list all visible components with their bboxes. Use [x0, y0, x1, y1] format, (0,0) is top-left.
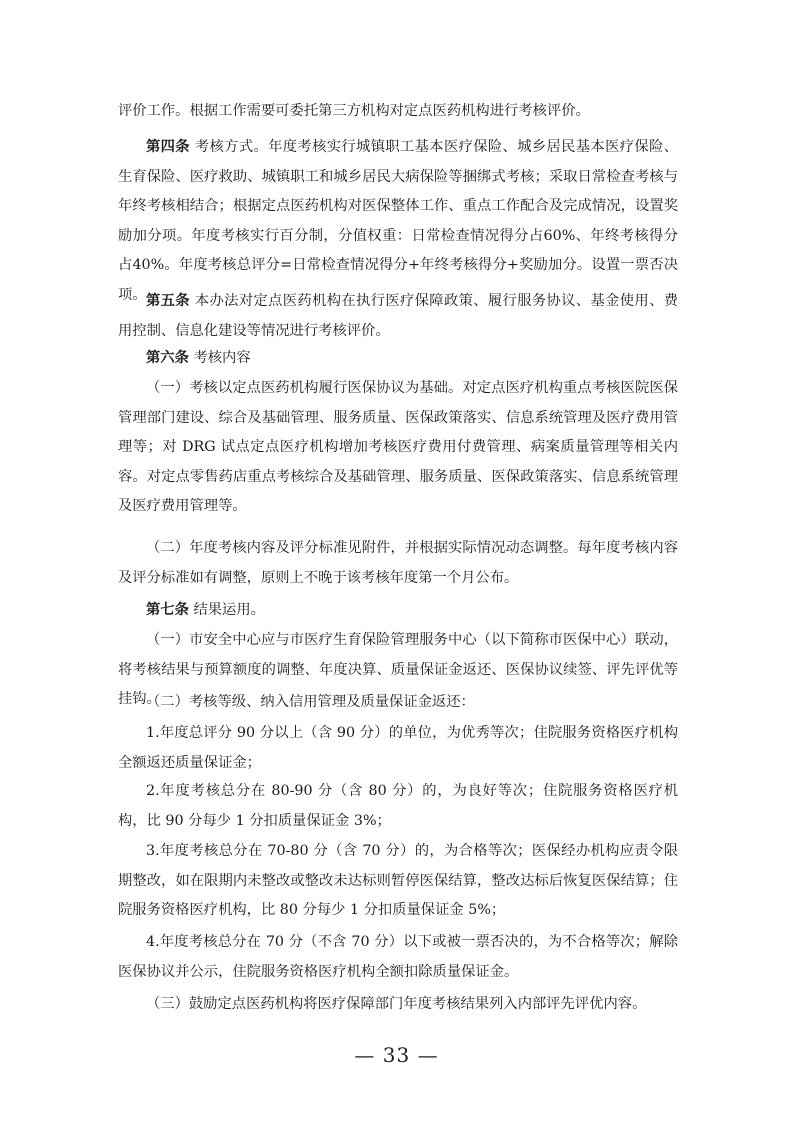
- grade-item-3: 3.年度考核总分在 70-80 分（含 70 分）的，为合格等次；医保经办机构应责令限期整改，如在限期内未整改或整改未达标则暂停医保结算，整改达标后恢复医保结算；住院服务资格医疗机构，比 80 分每少 1 分扣质量保证金 5%；: [118, 843, 678, 918]
- article-heading: 第六条: [146, 350, 189, 366]
- article-4: 第四条 考核方式。年度考核实行城镇职工基本医疗保险、城乡居民基本医疗保险、生育保险、医疗救助、城镇职工和城乡居民大病保险等捆绑式考核；采取日常检查考核与年终考核相结合；根据定点医药机构对医保整体工作、重点工作配合及完成情况，设置奖励加分项。年度考核实行百分制，分值权重：日常检查情况得分占60%、年终考核得分占40%。年度考核总评分=日常检查情况得分+年终考核得分+奖励加分。设置一票否决项。: [118, 139, 679, 303]
- paragraph-continuation: 评价工作。根据工作需要可委托第三方机构对定点医药机构进行考核评价。: [118, 103, 590, 119]
- article-heading: 第五条: [146, 293, 190, 309]
- article-heading: 第四条: [146, 139, 190, 155]
- paragraph-7-1: （一）市安全中心应与市医疗生育保险管理服务中心（以下简称市医保中心）联动，将考核结果与预算额度的调整、年度决算、质量保证金返还、医保协议续签、评先评优等挂钩。: [118, 632, 678, 707]
- grade-item-2: 2.年度考核总分在 80-90 分（含 80 分）的，为良好等次；住院服务资格医疗机构，比 90 分每少 1 分扣质量保证金 3%；: [118, 783, 678, 829]
- page-number: — 33 —: [354, 1043, 439, 1067]
- article-6: 第六条 考核内容: [146, 350, 251, 366]
- paragraph-6-1: （一）考核以定点医药机构履行医保协议为基础。对定点医疗机构重点考核医院医保管理部门建设、综合及基础管理、服务质量、医保政策落实、信息系统管理及医疗费用管理等；对 DRG 试点定点医疗机构增加考核医疗费用付费管理、病案质量管理等相关内容。对定点零售药店重点考核综合及基础管理、服务质量、医保政策落实、信息系统管理及医疗费用管理等。: [118, 380, 678, 514]
- paragraph-7-3: （三）鼓励定点医药机构将医疗保障部门年度考核结果列入内部评先评优内容。: [146, 996, 647, 1012]
- paragraph-7-2: （二）考核等级、纳入信用管理及质量保证金返还：: [146, 694, 475, 710]
- paragraph-6-2: （二）年度考核内容及评分标准见附件，并根据实际情况动态调整。每年度考核内容及评分标准如有调整，原则上不晚于该考核年度第一个月公布。: [118, 540, 678, 586]
- article-7: 第七条 结果运用。: [146, 602, 265, 618]
- article-heading: 第七条: [146, 602, 189, 618]
- grade-item-4: 4.年度考核总分在 70 分（不含 70 分）以下或被一票否决的，为不合格等次；解除医保协议并公示，住院服务资格医疗机构全额扣除质量保证金。: [118, 934, 678, 980]
- article-5: 第五条 本办法对定点医药机构在执行医疗保障政策、履行服务协议、基金使用、费用控制、信息化建设等情况进行考核评价。: [118, 293, 679, 339]
- grade-item-1: 1.年度总评分 90 分以上（含 90 分）的单位，为优秀等次；住院服务资格医疗机构全额返还质量保证金；: [118, 725, 678, 771]
